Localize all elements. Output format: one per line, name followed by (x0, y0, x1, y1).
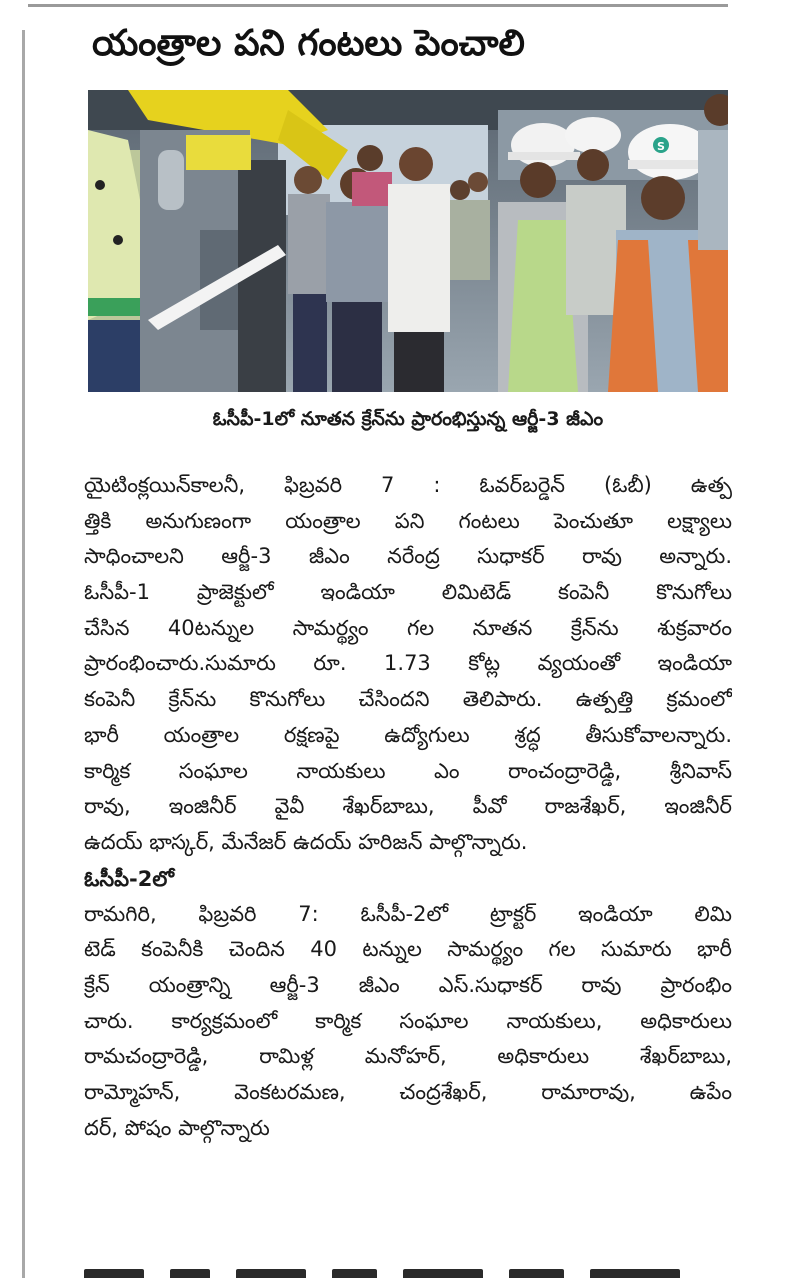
top-divider (28, 4, 728, 7)
article-body (84, 468, 732, 1146)
article-line: రామగిరి, ఫిబ్రవరి 7: ఓసీపీ-2లో ట్రాక్టర్ ఇండియా లిమి (84, 901, 732, 926)
article-line: భారీ యంత్రాల రక్షణపై ఉద్యోగులు శ్రద్ధ తీసుకోవాలన్నారు. (84, 722, 732, 747)
next-headline-cutoff (84, 1266, 732, 1278)
column-divider (22, 30, 25, 1278)
article-line: క్రేన్ యంత్రాన్ని ఆర్జీ-3 జీఎం ఎస్.సుధాకర్ రావు ప్రారంభిం (84, 972, 732, 997)
photo-caption: ఓసీపీ-1లో నూతన క్రేన్‌ను ప్రారంభిస్తున్న ఆర్జీ-3 జీఎం (212, 408, 604, 430)
article-line: రామ్మోహన్, వెంకటరమణ, చంద్రశేఖర్, రామారావు, ఉపేం (84, 1080, 732, 1104)
article-line: టెడ్ కంపెనీకి చెందిన 40 టన్నుల సామర్థ్యం గల సుమారు భారీ (84, 937, 732, 962)
article-line: రామచంద్రారెడ్డి, రామిళ్ల మనోహర్, అధికారులు శేఖర్‌బాబు, (84, 1044, 732, 1069)
article-line: రావు, ఇంజినీర్ వైవీ శేఖర్‌బాబు, పీవో రాజశేఖర్, ఇంజినీర్ (84, 794, 732, 819)
article-line: కార్మిక సంఘాల నాయకులు ఎం రాంచంద్రారెడ్డి, శ్రీనివాస్ (84, 758, 732, 783)
article-line: చారు. కార్యక్రమంలో కార్మిక సంఘాల నాయకులు, అధికారులు (84, 1008, 732, 1033)
article-line: ఉదయ్ భాస్కర్, మేనేజర్ ఉదయ్ హరిజన్ పాల్గొన్నారు. (84, 829, 528, 854)
article-line: చేసిన 40టన్నుల సామర్థ్యం గల నూతన క్రేన్‌ను శుక్రవారం (84, 615, 732, 640)
news-photo (88, 90, 728, 392)
article-line: కంపెనీ క్రేన్‌ను కొనుగోలు చేసిందని తెలిపారు. ఉత్పత్తి క్రమంలో (84, 687, 732, 712)
article-line: యైటింక్లయిన్‌కాలనీ, ఫిబ్రవరి 7 : ఓవర్‌బర్డెన్ (ఓబీ) ఉత్ప (84, 473, 732, 497)
article-line: ప్రారంభించారు.సుమారు రూ. 1.73 కోట్ల వ్యయంతో ఇండియా (84, 651, 732, 676)
article-subhead: ఓసీపీ-2లో (84, 866, 174, 891)
helmet-logo: S (657, 140, 665, 153)
article-line: త్తికి అనుగుణంగా యంత్రాల పని గంటలు పెంచుతూ లక్ష్యాలు (84, 508, 732, 533)
article-line: దర్, పోషం పాల్గొన్నారు (84, 1115, 270, 1140)
headline: యంత్రాల పని గంటలు పెంచాలి (92, 23, 525, 64)
article-line: ఓసీపీ-1 ప్రాజెక్టులో ఇండియా లిమిటెడ్ కంపెనీ కొనుగోలు (84, 580, 732, 605)
article-line: సాధించాలని ఆర్జీ-3 జీఎం నరేంద్ర సుధాకర్ రావు అన్నారు. (84, 544, 732, 569)
